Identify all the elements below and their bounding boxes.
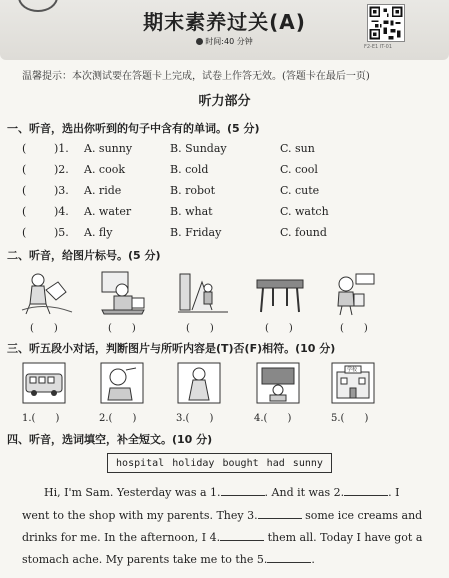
boy-with-kite-picture [20, 270, 75, 315]
qr-code-icon [367, 4, 405, 42]
word-bank [107, 453, 332, 473]
page-title: 期末素养过关(A) [143, 10, 306, 34]
blank-5[interactable] [267, 553, 311, 563]
boy-with-bag-picture [330, 272, 376, 316]
option-a[interactable]: A. ride [84, 184, 122, 197]
qr-caption: F2-E1 IT-01 [364, 44, 393, 50]
option-a[interactable]: A. cook [84, 163, 126, 176]
desk-picture [255, 276, 305, 314]
question-number: )2. [54, 163, 69, 176]
option-c[interactable]: C. cool [280, 163, 318, 176]
word-bank-item: bought [222, 457, 259, 469]
sick-child-picture [100, 362, 144, 404]
bus-picture [22, 362, 66, 404]
q3-answer-4[interactable]: 4.( ) [254, 413, 292, 424]
q2-heading: 二、听音，给图片标号。(5 分) [7, 249, 161, 262]
header-banner [0, 0, 449, 60]
answer-paren[interactable]: ( [22, 142, 27, 155]
answer-paren[interactable]: ( [22, 184, 27, 197]
notice-text: 温馨提示：本次测试要在答题卡上完成，试卷上作答无效。(答题卡在最后一页) [22, 71, 370, 82]
passage-line-2: went to the shop with my parents. They 3. some ice creams and [22, 509, 423, 522]
q3-answer-5[interactable]: 5.( ) [331, 413, 369, 424]
question-number: )5. [54, 226, 69, 239]
passage-line-1: Hi, I'm Sam. Yesterday was a 1. . And it was 2. . I [44, 486, 400, 499]
option-c[interactable]: C. cute [280, 184, 320, 197]
word-bank-item: sunny [292, 457, 323, 469]
word-bank-item: hospital [116, 457, 165, 469]
option-c[interactable]: C. watch [280, 205, 329, 218]
option-c[interactable]: C. sun [280, 142, 315, 155]
option-a[interactable]: A. water [84, 205, 132, 218]
option-b[interactable]: B. Friday [170, 226, 222, 239]
classroom-picture [256, 362, 300, 404]
word-bank-item: holiday [172, 457, 215, 469]
cook-picture [98, 268, 148, 315]
q2-answer-4[interactable]: ( ) [265, 323, 293, 334]
school-sign-text: 学校 [347, 367, 358, 373]
answer-paren[interactable]: ( [22, 205, 27, 218]
passage-line-4: stomach ache. My parents take me to the 5. . [22, 553, 315, 566]
answer-paren[interactable]: ( [22, 226, 27, 239]
option-a[interactable]: A. fly [84, 226, 113, 239]
q2-answer-2[interactable]: ( ) [108, 323, 136, 334]
option-b[interactable]: B. cold [170, 163, 209, 176]
blank-3[interactable] [258, 509, 302, 519]
blank-1[interactable] [221, 486, 265, 496]
option-b[interactable]: B. robot [170, 184, 216, 197]
word-bank-item: had [266, 457, 285, 469]
q2-answer-3[interactable]: ( ) [186, 323, 214, 334]
passage-line-3: drinks for me. In the afternoon, I 4. them all. Today I have got a [22, 531, 423, 544]
q2-answer-1[interactable]: ( ) [30, 323, 58, 334]
bus-stop-picture [178, 272, 228, 315]
option-b[interactable]: B. Sunday [170, 142, 227, 155]
q3-answer-1[interactable]: 1.( ) [22, 413, 60, 424]
q4-heading: 四、听音，选词填空，补全短文。(10 分) [7, 433, 213, 446]
answer-paren[interactable]: ( [22, 163, 27, 176]
blank-2[interactable] [344, 486, 388, 496]
question-number: )4. [54, 205, 69, 218]
q3-heading: 三、听五段小对话，判断图片与所听内容是(T)否(F)相符。(10 分) [7, 342, 336, 355]
option-a[interactable]: A. sunny [84, 142, 133, 155]
q3-answer-2[interactable]: 2.( ) [99, 413, 137, 424]
q2-answer-5[interactable]: ( ) [340, 323, 368, 334]
blank-4[interactable] [220, 531, 264, 541]
question-number: )1. [54, 142, 69, 155]
option-c[interactable]: C. found [280, 226, 327, 239]
question-number: )3. [54, 184, 69, 197]
q1-heading: 一、听音，选出你听到的句子中含有的单词。(5 分) [7, 122, 260, 135]
option-b[interactable]: B. what [170, 205, 213, 218]
section-title: 听力部分 [198, 94, 251, 109]
woman-picture [177, 362, 221, 404]
clock-icon [196, 38, 203, 45]
school-picture [331, 362, 375, 404]
q3-answer-3[interactable]: 3.( ) [176, 413, 214, 424]
time-label: 时间:40 分钟 [205, 37, 253, 46]
